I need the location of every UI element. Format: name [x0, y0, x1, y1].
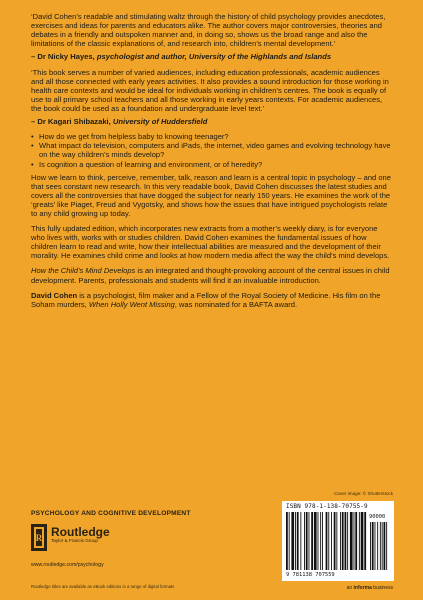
blurb-content: [31, 12, 393, 309]
body-paragraph: This fully updated edition, which incorporates new extracts from a mother’s weekly diary, is for everyone who lives with, works with or studies children. David Cohen examines the fundamental issues of how children learn to read and write, how their intellectual abilities are measured and the development of their morality. He examines child crime and looks at how modern media affect the way the child’s mind develops.: [31, 224, 390, 261]
informa-suffix: business: [371, 585, 393, 591]
quote-text: ‘David Cohen’s readable and stimulating waltz through the history of child psychology provides anecdotes, exercises and ideas for parents and educators alike. The author covers major controversies, theories and debates in a friendly and outspoken manner and, in doing so, shows us the broad range and also the limitations of the classic explanations of, and research into, children’s mental development.’: [31, 12, 386, 49]
publisher-name: Routledge: [51, 525, 110, 539]
body-paragraph: How we learn to think, perceive, remember, talk, reason and learn is a central topic in psychology – and one that sees constant new research. In this very readable book, David Cohen discusses the latest studies and covers all the controversies that have dogged the subject for nearly 150 years. He examines the work of the ‘greats’ like Piaget, Freud and Vygotsky, and shows how the issues that have intrigued psychologists relate to any child growing up today.: [31, 172, 391, 218]
question-list: [31, 132, 393, 168]
attribution-role: University of Huddersfield: [112, 117, 208, 127]
attribution-role: psychologist and author, University of the Highlands and Islands: [96, 52, 332, 62]
ebook-note: Routledge titles are available as eBook editions in a range of digital formats: [31, 584, 175, 589]
body-paragraph: [31, 266, 393, 284]
attribution-name: – Dr Kagari Shibazaki,: [31, 117, 111, 127]
question-item: • Is cognition a question of learning and environment, or of heredity?: [31, 160, 393, 169]
film-title: When Holly Went Missing: [88, 299, 175, 309]
bio-text: is a psychologist, film maker and a Fellow of the Royal Society of Medicine. His film on the Soham murders,: [31, 290, 381, 309]
book-title: How the Child’s Mind Develops: [31, 266, 136, 276]
quote-attribution: [31, 117, 393, 126]
author-bio: [31, 291, 393, 309]
author-name: David Cohen: [31, 290, 78, 300]
question-item: • How do we get from helpless baby to knowing teenager?: [31, 132, 393, 141]
attribution-name: – Dr Nicky Hayes,: [31, 52, 95, 62]
quote-attribution: [31, 52, 393, 61]
informa-note: [347, 585, 393, 591]
body-text: is an integrated and thought-provoking account of the central issues in child development. Parents, professionals and students will find it an invaluable introduction.: [31, 266, 390, 285]
barcode-icon: [286, 512, 390, 570]
svg-text:R: R: [35, 533, 43, 543]
bio-text-end: , was nominated for a BAFTA award.: [174, 299, 298, 309]
publisher-group: Taylor & Francis Group: [51, 538, 98, 543]
quote-text: ‘This book serves a number of varied audiences, including education professionals, academic audiences and all those connected with early years activities. It also provides a sound introduction for those working in health care contexts and would be ideal for individuals working in children’s centres. The book is equally of use to all primary school teachers and all those working in early years contexts. For academic audiences, the book could be used as a foundation and undergraduate level text.’: [31, 67, 389, 113]
routledge-logo-icon: [31, 524, 47, 551]
barcode-box: [282, 501, 394, 581]
publisher-url[interactable]: www.routledge.com/psychology: [31, 562, 104, 568]
ean-text: 9 781138 707559: [286, 572, 335, 578]
publisher-wordmark: [51, 526, 110, 544]
question-item: • What impact do television, computers and iPads, the internet, video games and evolving technology have on the way children’s minds develop?: [31, 141, 393, 159]
barcode-addon: 90000: [369, 514, 386, 520]
cover-credit: Cover image: © Shutterstock: [334, 491, 393, 496]
informa-prefix: an: [346, 585, 354, 591]
informa-name: informa: [353, 585, 372, 591]
isbn-text: ISBN 978-1-138-70755-9: [286, 503, 368, 510]
subject-category: PSYCHOLOGY AND COGNITIVE DEVELOPMENT: [31, 510, 191, 517]
